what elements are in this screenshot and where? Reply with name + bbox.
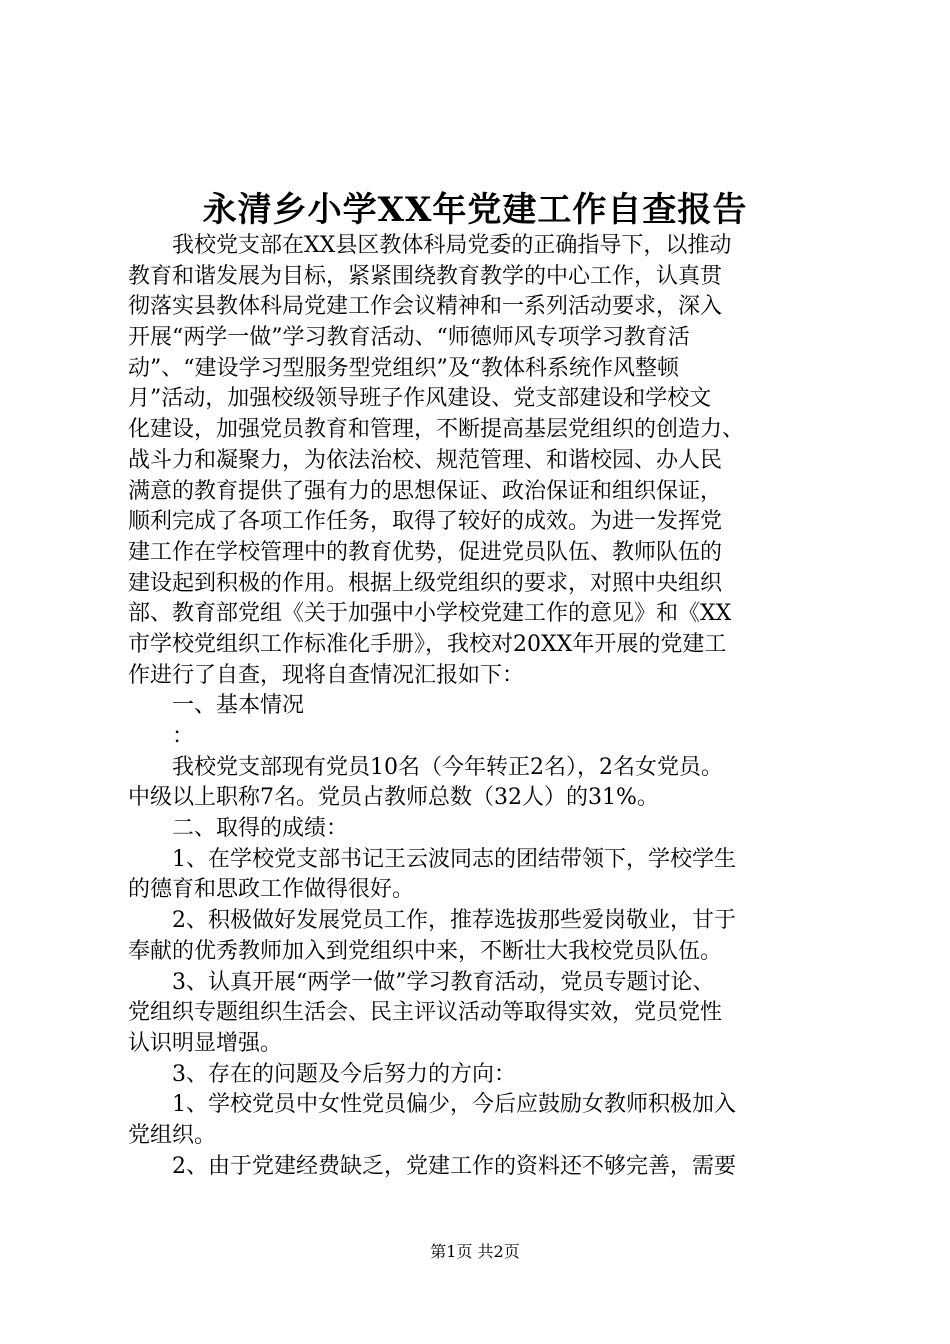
page-footer: 第1页 共2页 — [430, 1242, 520, 1261]
body-line: 3、存在的问题及今后努力的方向： — [128, 1061, 516, 1087]
body-line: 1、在学校党支部书记王云波同志的团结带领下，学校学生 — [128, 846, 736, 872]
body-line: 月”活动，加强校级领导班子作风建设、党支部建设和学校文 — [128, 386, 712, 412]
document-title: 永清乡小学XX年党建工作自查报告 — [202, 190, 748, 230]
body-line: 认识明显增强。 — [128, 1030, 283, 1056]
body-line: 2、由于党建经费缺乏，党建工作的资料还不够完善，需要 — [128, 1153, 736, 1179]
body-line: 彻落实县教体科局党建工作会议精神和一系列活动要求，深入 — [128, 294, 723, 320]
body-line: 一、基本情况 — [128, 693, 305, 719]
body-line: 化建设，加强党员教育和管理，不断提高基层党组织的创造力、 — [128, 417, 745, 443]
document-body — [128, 231, 828, 1182]
body-line: 我校党支部在XX县区教体科局党委的正确指导下，以推动 — [128, 233, 732, 258]
body-line: 建设起到积极的作用。根据上级党组织的要求，对照中央组织 — [128, 570, 723, 596]
body-line: 2、积极做好发展党员工作，推荐选拔那些爱岗敬业，甘于 — [128, 908, 736, 934]
body-line: 中级以上职称7名。党员占教师总数（32人）的31%。 — [128, 785, 659, 811]
body-line: 党组织。 — [128, 1122, 217, 1148]
body-line: 动”、“建设学习型服务型党组织”及“教体科系统作风整顿 — [128, 355, 679, 381]
body-line: 顺利完成了各项工作任务，取得了较好的成效。为进一发挥党 — [128, 509, 723, 535]
body-line: 建工作在学校管理中的教育优势，促进党员队伍、教师队伍的 — [128, 539, 723, 565]
body-line: 市学校党组织工作标准化手册》，我校对20XX年开展的党建工 — [128, 631, 727, 657]
body-line: 教育和谐发展为目标，紧紧围绕教育教学的中心工作，认真贯 — [128, 263, 723, 289]
body-line: 的德育和思政工作做得很好。 — [128, 877, 415, 903]
body-line: ： — [128, 724, 195, 749]
body-line: 奉献的优秀教师加入到党组织中来，不断壮大我校党员队伍。 — [128, 938, 723, 964]
body-line: 3、认真开展“两学一做”学习教育活动，党员专题讨论、 — [128, 969, 715, 995]
body-line: 作进行了自查，现将自查情况汇报如下： — [128, 662, 525, 688]
body-line: 二、取得的成绩： — [128, 816, 349, 842]
body-line: 满意的教育提供了强有力的思想保证、政治保证和组织保证， — [128, 478, 723, 504]
body-line: 部、教育部党组《关于加强中小学校党建工作的意见》和《XX — [128, 601, 732, 627]
body-line: 我校党支部现有党员10名（今年转正2名），2名女党员。 — [128, 754, 723, 780]
body-line: 1、学校党员中女性党员偏少，今后应鼓励女教师积极加入 — [128, 1092, 736, 1118]
body-line: 开展“两学一做”学习教育活动、“师德师风专项学习教育活 — [128, 325, 690, 351]
body-line: 党组织专题组织生活会、民主评议活动等取得实效，党员党性 — [128, 1000, 723, 1026]
body-line: 战斗力和凝聚力，为依法治校、规范管理、和谐校园、办人民 — [128, 447, 723, 473]
